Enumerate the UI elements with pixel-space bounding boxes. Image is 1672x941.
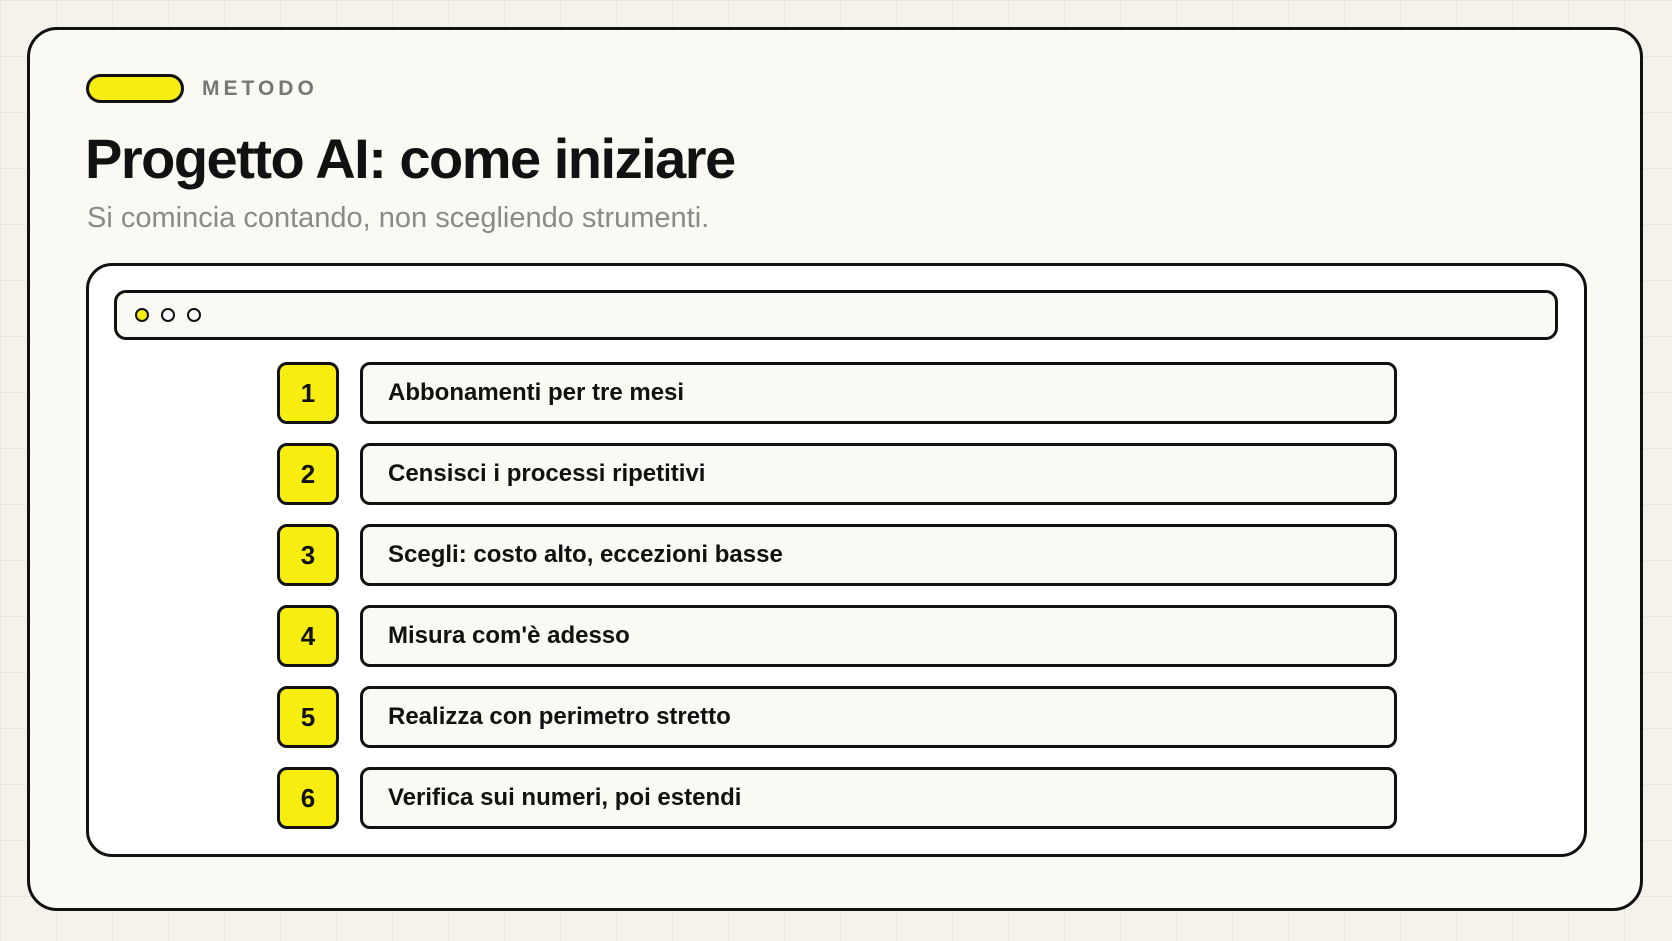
step-number-badge: 2 [277, 443, 339, 505]
step-item [277, 605, 1397, 667]
step-number-badge: 4 [277, 605, 339, 667]
step-number-badge: 1 [277, 362, 339, 424]
slide-card [27, 27, 1643, 911]
eyebrow-label: METODO [202, 76, 318, 100]
step-item [277, 686, 1397, 748]
step-number-badge: 3 [277, 524, 339, 586]
step-text: Realizza con perimetro stretto [360, 686, 1397, 748]
step-text: Scegli: costo alto, eccezioni basse [360, 524, 1397, 586]
window-dot-icon [161, 308, 175, 322]
browser-window [86, 263, 1587, 857]
window-title-bar [114, 290, 1558, 340]
steps-list [277, 362, 1397, 848]
step-text: Censisci i processi ripetitivi [360, 443, 1397, 505]
window-dot-icon [187, 308, 201, 322]
step-number-badge: 5 [277, 686, 339, 748]
step-number-badge: 6 [277, 767, 339, 829]
page-subtitle: Si comincia contando, non scegliendo strumenti. [87, 202, 710, 234]
step-item [277, 767, 1397, 829]
page-title: Progetto AI: come iniziare [85, 127, 735, 190]
step-text: Abbonamenti per tre mesi [360, 362, 1397, 424]
accent-pill [86, 74, 184, 103]
step-item [277, 362, 1397, 424]
step-text: Verifica sui numeri, poi estendi [360, 767, 1397, 829]
step-item [277, 524, 1397, 586]
eyebrow-row [86, 74, 318, 103]
window-dot-yellow-icon [135, 308, 149, 322]
step-item [277, 443, 1397, 505]
step-text: Misura com'è adesso [360, 605, 1397, 667]
